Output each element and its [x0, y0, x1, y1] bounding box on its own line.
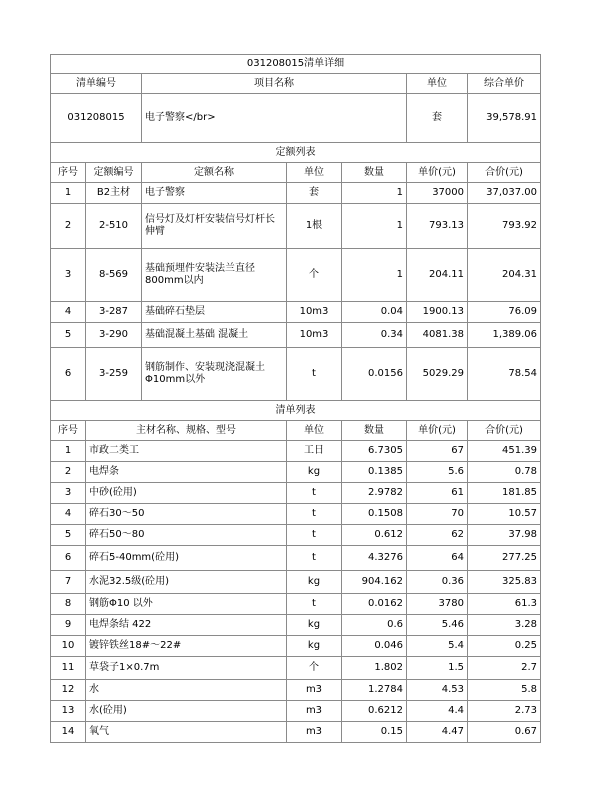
- material-unit: m3: [287, 722, 342, 743]
- bill-code: 031208015: [51, 94, 142, 143]
- quota-unitprice: 4081.38: [407, 323, 468, 348]
- bill-header-row: [51, 74, 541, 94]
- quota-code: 8-569: [86, 249, 142, 302]
- material-qty: 0.6212: [342, 701, 407, 722]
- material-qty: 1.2784: [342, 680, 407, 701]
- quota-qty: 0.34: [342, 323, 407, 348]
- quota-unitprice: 5029.29: [407, 348, 468, 401]
- quota-name: 钢筋制作、安装现浇混凝土Φ10mm以外: [142, 348, 287, 401]
- quota-qty: 1: [342, 204, 407, 249]
- material-index: 10: [51, 636, 86, 657]
- quota-total: 37,037.00: [468, 183, 541, 204]
- material-unitprice: 67: [407, 441, 468, 462]
- quota-name: 基础混凝土基础 混凝土: [142, 323, 287, 348]
- quota-index: 5: [51, 323, 86, 348]
- material-total-header: 合价(元): [468, 421, 541, 441]
- material-row: [51, 462, 541, 483]
- material-total: 61.3: [468, 594, 541, 615]
- material-unitprice: 4.47: [407, 722, 468, 743]
- material-index: 11: [51, 657, 86, 680]
- quota-code: B2主材: [86, 183, 142, 204]
- material-name: 水泥32.5级(砼用): [86, 571, 287, 594]
- quota-qty: 1: [342, 249, 407, 302]
- material-unit: m3: [287, 680, 342, 701]
- quota-code: 3-287: [86, 302, 142, 323]
- quota-row: [51, 249, 541, 302]
- material-unitprice: 5.4: [407, 636, 468, 657]
- quota-unitprice: 793.13: [407, 204, 468, 249]
- quota-index-header: 序号: [51, 163, 86, 183]
- material-total: 0.78: [468, 462, 541, 483]
- material-index: 13: [51, 701, 86, 722]
- quota-qty-header: 数量: [342, 163, 407, 183]
- material-qty: 0.1508: [342, 504, 407, 525]
- material-unitprice: 0.36: [407, 571, 468, 594]
- material-unit: 个: [287, 657, 342, 680]
- quota-row: [51, 183, 541, 204]
- material-row: [51, 657, 541, 680]
- quota-unitprice: 37000: [407, 183, 468, 204]
- material-name: 钢筋Φ10 以外: [86, 594, 287, 615]
- material-total: 277.25: [468, 546, 541, 571]
- material-header-row: [51, 421, 541, 441]
- bill-name: 电子警察</br>: [142, 94, 407, 143]
- material-unitprice: 64: [407, 546, 468, 571]
- material-total: 2.7: [468, 657, 541, 680]
- material-index: 1: [51, 441, 86, 462]
- material-qty: 6.7305: [342, 441, 407, 462]
- material-name: 碎石5-40mm(砼用): [86, 546, 287, 571]
- material-index: 7: [51, 571, 86, 594]
- bill-detail-table: [50, 54, 541, 743]
- bill-row: [51, 94, 541, 143]
- quota-row: [51, 204, 541, 249]
- material-index: 6: [51, 546, 86, 571]
- material-unitprice-header: 单价(元): [407, 421, 468, 441]
- material-row: [51, 504, 541, 525]
- quota-unit: 1根: [287, 204, 342, 249]
- quota-name-header: 定额名称: [142, 163, 287, 183]
- quota-header-row: [51, 163, 541, 183]
- quota-unit: 套: [287, 183, 342, 204]
- quota-code-header: 定额编号: [86, 163, 142, 183]
- material-total: 2.73: [468, 701, 541, 722]
- quota-code: 2-510: [86, 204, 142, 249]
- material-unitprice: 4.4: [407, 701, 468, 722]
- material-row: [51, 701, 541, 722]
- material-unitprice: 4.53: [407, 680, 468, 701]
- quota-name: 基础预埋件安装法兰直径800mm以内: [142, 249, 287, 302]
- quota-total: 78.54: [468, 348, 541, 401]
- material-name-header: 主材名称、规格、型号: [86, 421, 287, 441]
- material-unit: kg: [287, 462, 342, 483]
- material-qty: 0.046: [342, 636, 407, 657]
- quota-row: [51, 348, 541, 401]
- material-index: 14: [51, 722, 86, 743]
- material-row: [51, 525, 541, 546]
- quota-unit: 10m3: [287, 302, 342, 323]
- quota-index: 4: [51, 302, 86, 323]
- material-row: [51, 571, 541, 594]
- material-total: 0.67: [468, 722, 541, 743]
- material-unit: kg: [287, 615, 342, 636]
- material-index: 3: [51, 483, 86, 504]
- material-name: 水(砼用): [86, 701, 287, 722]
- bill-name-header: 项目名称: [142, 74, 407, 94]
- quota-unit: 个: [287, 249, 342, 302]
- material-index: 12: [51, 680, 86, 701]
- material-row: [51, 546, 541, 571]
- material-index: 9: [51, 615, 86, 636]
- material-unitprice: 61: [407, 483, 468, 504]
- sheet-title: 031208015清单详细: [51, 55, 541, 74]
- material-qty: 0.612: [342, 525, 407, 546]
- material-name: 市政二类工: [86, 441, 287, 462]
- material-qty: 4.3276: [342, 546, 407, 571]
- quota-total: 76.09: [468, 302, 541, 323]
- material-row: [51, 722, 541, 743]
- quota-qty: 0.0156: [342, 348, 407, 401]
- quota-code: 3-290: [86, 323, 142, 348]
- material-unit: t: [287, 483, 342, 504]
- material-total: 325.83: [468, 571, 541, 594]
- material-unitprice: 70: [407, 504, 468, 525]
- material-name: 中砂(砼用): [86, 483, 287, 504]
- material-qty: 0.1385: [342, 462, 407, 483]
- quota-row: [51, 302, 541, 323]
- bill-price-header: 综合单价: [468, 74, 541, 94]
- quota-unitprice-header: 单价(元): [407, 163, 468, 183]
- bill-code-header: 清单编号: [51, 74, 142, 94]
- material-row: [51, 483, 541, 504]
- material-unitprice: 5.6: [407, 462, 468, 483]
- quota-unitprice: 204.11: [407, 249, 468, 302]
- material-index: 2: [51, 462, 86, 483]
- material-row: [51, 636, 541, 657]
- bill-price: 39,578.91: [468, 94, 541, 143]
- material-unit: kg: [287, 571, 342, 594]
- material-name: 镀锌铁丝18#～22#: [86, 636, 287, 657]
- material-qty: 0.0162: [342, 594, 407, 615]
- material-total: 3.28: [468, 615, 541, 636]
- material-row: [51, 441, 541, 462]
- material-unit: t: [287, 504, 342, 525]
- quota-unit: 10m3: [287, 323, 342, 348]
- material-total: 0.25: [468, 636, 541, 657]
- material-unit: t: [287, 546, 342, 571]
- quota-qty: 0.04: [342, 302, 407, 323]
- quota-unit: t: [287, 348, 342, 401]
- quota-index: 1: [51, 183, 86, 204]
- material-name: 水: [86, 680, 287, 701]
- material-row: [51, 594, 541, 615]
- quota-unitprice: 1900.13: [407, 302, 468, 323]
- material-qty: 1.802: [342, 657, 407, 680]
- material-row: [51, 680, 541, 701]
- material-total: 10.57: [468, 504, 541, 525]
- quota-index: 2: [51, 204, 86, 249]
- material-unit: 工日: [287, 441, 342, 462]
- material-qty-header: 数量: [342, 421, 407, 441]
- material-index: 8: [51, 594, 86, 615]
- quota-section-title: 定额列表: [51, 143, 541, 163]
- quota-code: 3-259: [86, 348, 142, 401]
- quota-total: 793.92: [468, 204, 541, 249]
- quota-total-header: 合价(元): [468, 163, 541, 183]
- material-qty: 904.162: [342, 571, 407, 594]
- quota-total: 1,389.06: [468, 323, 541, 348]
- material-name: 碎石30～50: [86, 504, 287, 525]
- material-total: 37.98: [468, 525, 541, 546]
- bill-unit-header: 单位: [407, 74, 468, 94]
- material-index: 5: [51, 525, 86, 546]
- material-section-title: 清单列表: [51, 401, 541, 421]
- bill-detail-sheet: [50, 54, 540, 743]
- material-unit: t: [287, 525, 342, 546]
- quota-unit-header: 单位: [287, 163, 342, 183]
- material-index-header: 序号: [51, 421, 86, 441]
- material-name: 电焊条结 422: [86, 615, 287, 636]
- material-index: 4: [51, 504, 86, 525]
- material-total: 181.85: [468, 483, 541, 504]
- material-name: 电焊条: [86, 462, 287, 483]
- quota-name: 基础碎石垫层: [142, 302, 287, 323]
- material-qty: 0.15: [342, 722, 407, 743]
- quota-qty: 1: [342, 183, 407, 204]
- material-row: [51, 615, 541, 636]
- material-unitprice: 62: [407, 525, 468, 546]
- quota-index: 6: [51, 348, 86, 401]
- quota-row: [51, 323, 541, 348]
- material-qty: 2.9782: [342, 483, 407, 504]
- material-unit-header: 单位: [287, 421, 342, 441]
- quota-name: 电子警察: [142, 183, 287, 204]
- material-total: 451.39: [468, 441, 541, 462]
- material-unit: kg: [287, 636, 342, 657]
- material-unitprice: 3780: [407, 594, 468, 615]
- material-name: 草袋子1×0.7m: [86, 657, 287, 680]
- bill-unit: 套: [407, 94, 468, 143]
- material-qty: 0.6: [342, 615, 407, 636]
- quota-name: 信号灯及灯杆安装信号灯杆长伸臂: [142, 204, 287, 249]
- quota-total: 204.31: [468, 249, 541, 302]
- material-unit: t: [287, 594, 342, 615]
- material-total: 5.8: [468, 680, 541, 701]
- material-unitprice: 5.46: [407, 615, 468, 636]
- quota-index: 3: [51, 249, 86, 302]
- material-unit: m3: [287, 701, 342, 722]
- material-unitprice: 1.5: [407, 657, 468, 680]
- material-name: 碎石50～80: [86, 525, 287, 546]
- material-name: 氧气: [86, 722, 287, 743]
